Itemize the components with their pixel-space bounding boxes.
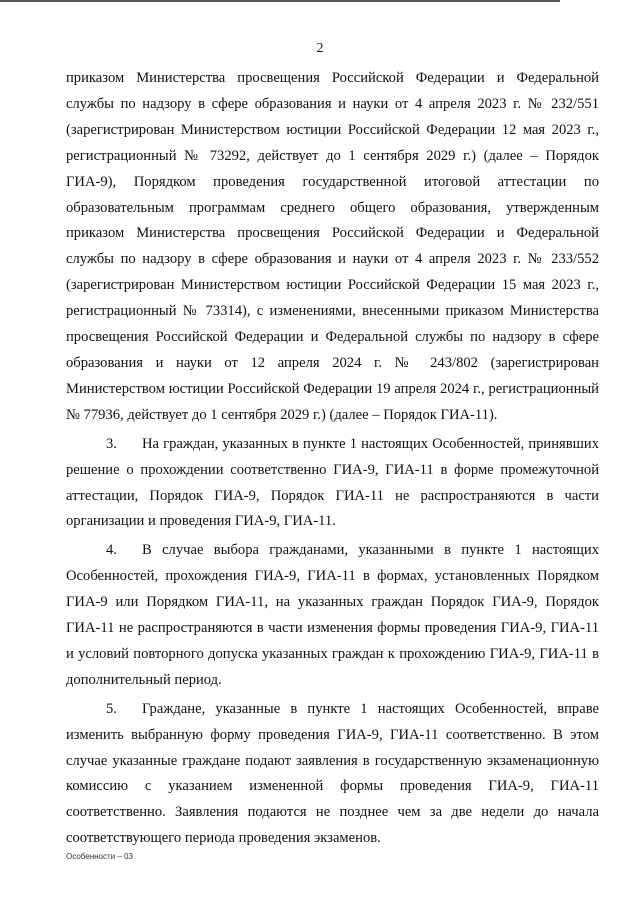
paragraph-number: 3. <box>106 435 117 452</box>
paragraph-text: Граждане, указанные в пункте 1 настоящих Особенностей, вправе изменить выбранную форму проведения ГИА-9, ГИА-11 соответственно. В этом случае указанные граждане подают заявления в государственную экзаменационную комиссию с указанием измененной формы проведения ГИА-9, ГИА-11 соответственно. Заявления подаются не позднее чем за две недели до начала соответствующего периода проведения экзаменов. <box>66 700 599 847</box>
paragraph-number: 5. <box>106 700 117 717</box>
paragraph-text: приказом Министерства просвещения Российской Федерации и Федеральной службы по надзору в сфере образования и науки от 4 апреля 2023 г. № 232/551 (зарегистрирован Министерством юстиции Российской Федерации 12 мая 2023 г., регистрационный № 73292, действует до 1 сентября 2029 г.) (далее – Порядок ГИА-9), Порядком проведения государственной итоговой аттестации по образовательным программам среднего общего образования, утвержденным приказом Министерства просвещения Российской Федерации и Федеральной службы по надзору в сфере образования и науки от 4 апреля 2023 г. № 233/552 (зарегистрирован Министерством юстиции Российской Федерации 15 мая 2023 г., регистрационный № 73314), с изменениями, внесенными приказом Министерства просвещения Российской Федерации и Федеральной службы по надзору в сфере образования и науки от 12 апреля 2024 г. № 243/802 (зарегистрирован Министерством юстиции Российской Федерации 19 апреля 2024 г., регистрационный № 77936, действует до 1 сентября 2029 г.) (далее – Порядок ГИА-11). <box>66 70 599 423</box>
paragraph-number: 4. <box>106 542 117 559</box>
paragraph-3 <box>66 432 599 536</box>
top-rule <box>0 0 560 2</box>
paragraph-5 <box>66 697 599 852</box>
paragraph-text: В случае выбора гражданами, указанными в пункте 1 настоящих Особенностей, прохождения ГИА-9, ГИА-11 в формах, установленных Порядком ГИА-9 или Порядком ГИА-11, на указанных граждан Порядок ГИА-9, Порядок ГИА-11 не распространяются в части изменения формы проведения ГИА-9, ГИА-11 и условий повторного допуска указанных граждан к прохождению ГИА-9, ГИА-11 в дополнительный период. <box>66 542 599 688</box>
paragraph-4 <box>66 538 599 693</box>
paragraph-text: На граждан, указанных в пункте 1 настоящих Особенностей, принявших решение о прохождении соответственно ГИА-9, ГИА-11 в форме промежуточной аттестации, Порядок ГИА-9, Порядок ГИА-11 не распространяются в части организации и проведения ГИА-9, ГИА-11. <box>66 435 599 530</box>
footer-doc-code: Особенности – 03 <box>66 852 133 861</box>
paragraph-continuation <box>66 66 599 429</box>
document-body <box>66 66 599 852</box>
page-number: 2 <box>316 41 324 56</box>
